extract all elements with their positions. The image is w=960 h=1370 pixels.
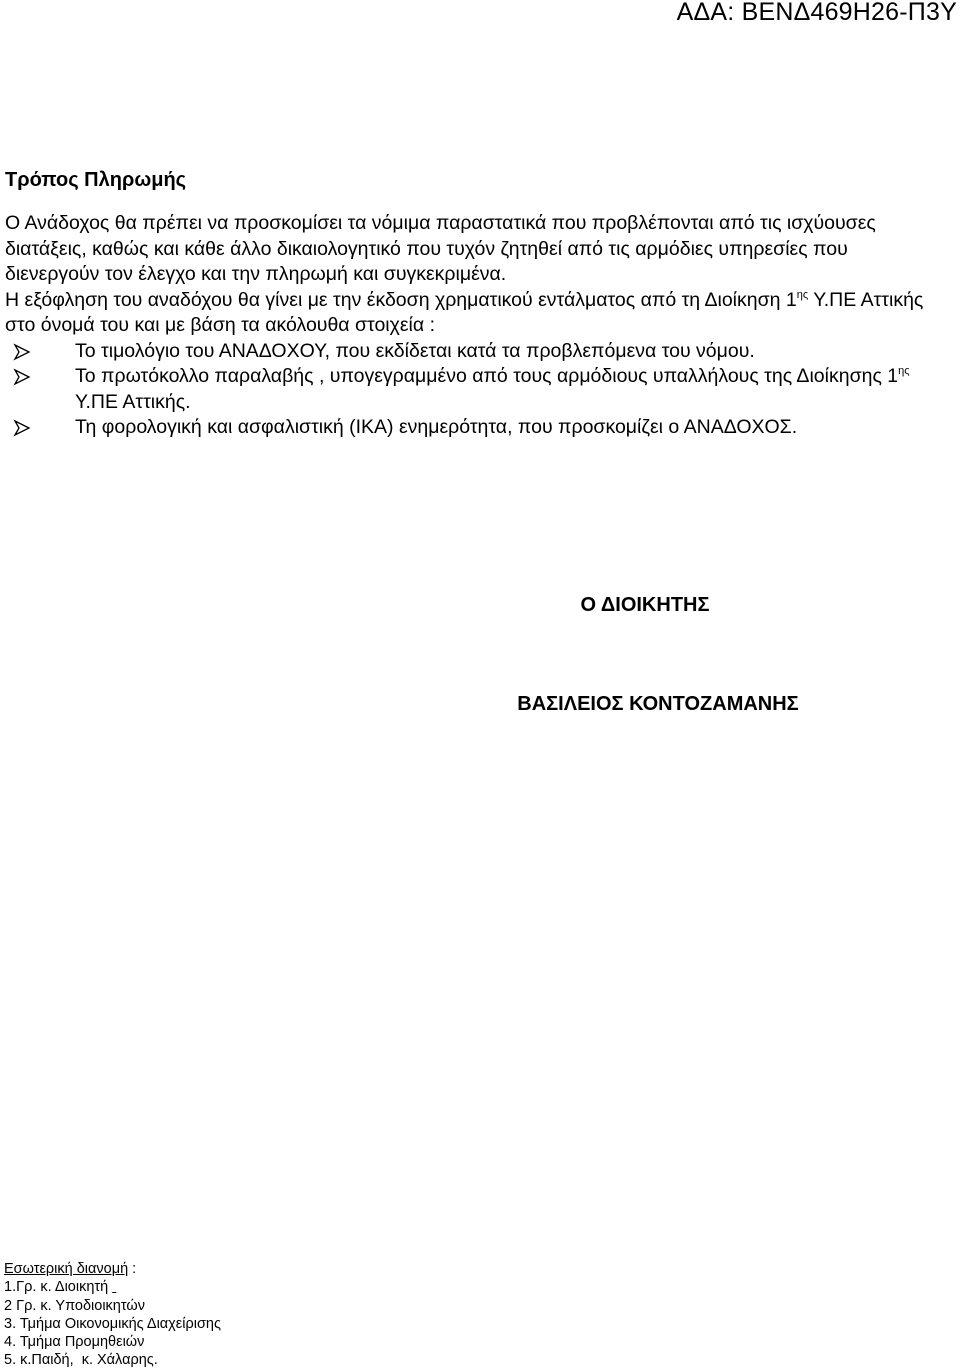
blank-underline <box>112 1279 116 1295</box>
distribution-item-text: 1.Γρ. κ. Διοικητή <box>4 1279 109 1296</box>
list-item-text: Το πρωτόκολλο παραλαβής , υπογεγραμμένο από τους αρμόδιους υπαλλήλους της Διοίκησης 1 <box>75 365 899 387</box>
payment-terms-body <box>5 211 935 441</box>
arrowhead-bullet-icon <box>13 343 31 361</box>
ordinal-suffix: ης <box>898 365 910 377</box>
ada-code: ΑΔΑ: ΒΕΝΔ469Η26-Π3Υ <box>676 0 957 26</box>
internal-distribution <box>4 1260 221 1370</box>
list-item <box>5 339 935 365</box>
distribution-heading-label: Εσωτερική διανομή <box>4 1261 129 1277</box>
distribution-item: 4. Τμήμα Προμηθειών <box>4 1334 145 1351</box>
distribution-item: 3. Τμήμα Οικονομικής Διαχείρισης <box>4 1315 221 1332</box>
distribution-heading-suffix: : <box>128 1261 137 1277</box>
distribution-item <box>4 1278 221 1296</box>
distribution-heading <box>4 1260 221 1278</box>
list-item-text: Τη φορολογική και ασφαλιστική (ΙΚΑ) ενημερότητα, που προσκομίζει ο ΑΝΑΔΟΧΟΣ. <box>75 416 798 438</box>
signatory-name: ΒΑΣΙΛΕΙΟΣ ΚΟΝΤΟΖΑΜΑΝΗΣ <box>517 693 799 715</box>
paragraph-settlement-text: Η εξόφληση του αναδόχου θα γίνει με την έκδοση χρηματικού εντάλματος από τη Διοίκηση 1 <box>5 288 797 311</box>
list-item <box>5 364 935 415</box>
list-item-text: Το τιμολόγιο του ΑΝΑΔΟΧΟΥ, που εκδίδεται κατά τα προβλεπόμενα του νόμου. <box>75 339 755 362</box>
arrowhead-bullet-icon <box>13 368 31 386</box>
signatory-title: Ο ΔΙΟΙΚΗΤΗΣ <box>580 594 710 616</box>
list-item <box>5 415 935 441</box>
distribution-item: 5. κ.Παιδή, κ. Χάλαρης. <box>4 1352 158 1369</box>
paragraph-settlement-text-end: Υ.ΠΕ Αττικής στο όνομά του και με βάση τα ακόλουθα στοιχεία : <box>5 288 924 336</box>
section-title: Τρόπος Πληρωμής <box>5 169 187 191</box>
paragraph-documents: Ο Ανάδοχος θα πρέπει να προσκομίσει τα νόμιμα παραστατικά που προβλέπονται από τις ισχύουσες διατάξεις, καθώς και κάθε άλλο δικαιολογητικό που τυχόν ζητηθεί από τις αρμόδιες υπηρεσίες που διενεργούν τον έλεγχο και την πληρωμή και συγκεκριμένα. <box>5 212 876 285</box>
paragraph-settlement <box>5 288 935 339</box>
list-item-text-end: Υ.ΠΕ Αττικής. <box>75 390 191 413</box>
distribution-item: 2 Γρ. κ. Υποδιοικητών <box>4 1297 145 1314</box>
arrowhead-bullet-icon <box>13 419 31 437</box>
ordinal-suffix: ης <box>796 288 809 301</box>
required-documents-list <box>5 339 935 441</box>
